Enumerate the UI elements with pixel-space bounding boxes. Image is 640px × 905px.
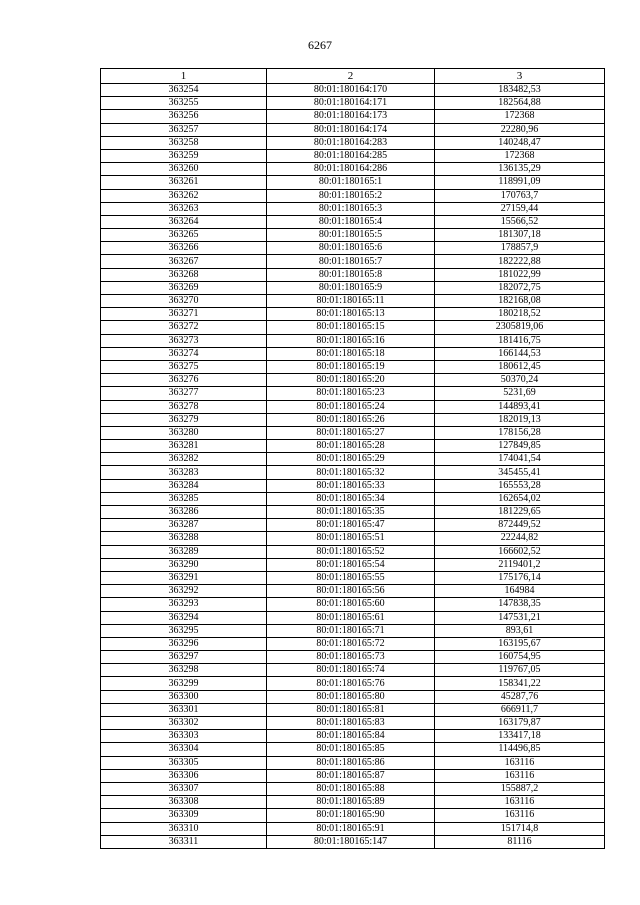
- cadastral-number-cell: 80:01:180165:27: [267, 426, 435, 439]
- table-row: [101, 400, 605, 413]
- row-number-cell: 363258: [101, 136, 267, 149]
- value-cell: 147531,21: [435, 611, 605, 624]
- table-row: [101, 466, 605, 479]
- row-number-cell: 363267: [101, 255, 267, 268]
- cadastral-number-cell: 80:01:180165:19: [267, 360, 435, 373]
- cadastral-number-cell: 80:01:180165:84: [267, 730, 435, 743]
- table-row: [101, 308, 605, 321]
- cadastral-number-cell: 80:01:180165:71: [267, 624, 435, 637]
- table-row: [101, 782, 605, 795]
- table-row: [101, 149, 605, 162]
- row-number-cell: 363297: [101, 651, 267, 664]
- cadastral-number-cell: 80:01:180165:7: [267, 255, 435, 268]
- cadastral-number-cell: 80:01:180165:24: [267, 400, 435, 413]
- value-cell: 118991,09: [435, 176, 605, 189]
- row-number-cell: 363291: [101, 571, 267, 584]
- row-number-cell: 363308: [101, 796, 267, 809]
- value-cell: 158341,22: [435, 677, 605, 690]
- cadastral-number-cell: 80:01:180165:81: [267, 703, 435, 716]
- value-cell: 45287,76: [435, 690, 605, 703]
- table-row: [101, 453, 605, 466]
- table-body: [101, 84, 605, 849]
- cadastral-number-cell: 80:01:180165:55: [267, 571, 435, 584]
- table-row: [101, 268, 605, 281]
- page-number: 6267: [308, 38, 332, 52]
- row-number-cell: 363255: [101, 97, 267, 110]
- row-number-cell: 363298: [101, 664, 267, 677]
- data-table: [100, 68, 605, 849]
- cadastral-number-cell: 80:01:180165:86: [267, 756, 435, 769]
- row-number-cell: 363259: [101, 149, 267, 162]
- cadastral-number-cell: 80:01:180165:73: [267, 651, 435, 664]
- row-number-cell: 363301: [101, 703, 267, 716]
- cadastral-number-cell: 80:01:180164:283: [267, 136, 435, 149]
- cadastral-number-cell: 80:01:180164:174: [267, 123, 435, 136]
- row-number-cell: 363254: [101, 84, 267, 97]
- value-cell: 163116: [435, 809, 605, 822]
- value-cell: 163195,67: [435, 637, 605, 650]
- row-number-cell: 363289: [101, 545, 267, 558]
- table-row: [101, 281, 605, 294]
- table-row: [101, 558, 605, 571]
- row-number-cell: 363293: [101, 598, 267, 611]
- cadastral-number-cell: 80:01:180164:173: [267, 110, 435, 123]
- value-cell: 181229,65: [435, 506, 605, 519]
- row-number-cell: 363290: [101, 558, 267, 571]
- row-number-cell: 363261: [101, 176, 267, 189]
- row-number-cell: 363286: [101, 506, 267, 519]
- row-number-cell: 363260: [101, 163, 267, 176]
- table-row: [101, 796, 605, 809]
- table-row: [101, 717, 605, 730]
- table-row: [101, 730, 605, 743]
- row-number-cell: 363274: [101, 347, 267, 360]
- row-number-cell: 363280: [101, 426, 267, 439]
- cadastral-number-cell: 80:01:180165:9: [267, 281, 435, 294]
- table-row: [101, 215, 605, 228]
- cadastral-number-cell: 80:01:180165:34: [267, 492, 435, 505]
- value-cell: 172368: [435, 149, 605, 162]
- table-row: [101, 690, 605, 703]
- table-row: [101, 97, 605, 110]
- cadastral-number-cell: 80:01:180165:51: [267, 532, 435, 545]
- table-row: [101, 202, 605, 215]
- table-row: [101, 84, 605, 97]
- cadastral-number-cell: 80:01:180165:80: [267, 690, 435, 703]
- cadastral-number-cell: 80:01:180165:18: [267, 347, 435, 360]
- cadastral-number-cell: 80:01:180164:285: [267, 149, 435, 162]
- value-cell: 2305819,06: [435, 321, 605, 334]
- table-row: [101, 176, 605, 189]
- value-cell: 178857,9: [435, 242, 605, 255]
- cadastral-number-cell: 80:01:180165:4: [267, 215, 435, 228]
- row-number-cell: 363281: [101, 440, 267, 453]
- header-row: [101, 69, 605, 84]
- value-cell: 151714,8: [435, 822, 605, 835]
- value-cell: 2119401,2: [435, 558, 605, 571]
- value-cell: 5231,69: [435, 387, 605, 400]
- row-number-cell: 363279: [101, 413, 267, 426]
- row-number-cell: 363264: [101, 215, 267, 228]
- table-row: [101, 242, 605, 255]
- table-row: [101, 769, 605, 782]
- value-cell: 182222,88: [435, 255, 605, 268]
- table-row: [101, 321, 605, 334]
- row-number-cell: 363268: [101, 268, 267, 281]
- row-number-cell: 363288: [101, 532, 267, 545]
- value-cell: 22244,82: [435, 532, 605, 545]
- table-row: [101, 506, 605, 519]
- row-number-cell: 363284: [101, 479, 267, 492]
- row-number-cell: 363299: [101, 677, 267, 690]
- cadastral-number-cell: 80:01:180165:29: [267, 453, 435, 466]
- row-number-cell: 363269: [101, 281, 267, 294]
- table-row: [101, 295, 605, 308]
- cadastral-number-cell: 80:01:180165:32: [267, 466, 435, 479]
- cadastral-number-cell: 80:01:180165:85: [267, 743, 435, 756]
- row-number-cell: 363271: [101, 308, 267, 321]
- cadastral-number-cell: 80:01:180165:23: [267, 387, 435, 400]
- value-cell: 22280,96: [435, 123, 605, 136]
- table-row: [101, 809, 605, 822]
- value-cell: 163116: [435, 769, 605, 782]
- row-number-cell: 363294: [101, 611, 267, 624]
- value-cell: 183482,53: [435, 84, 605, 97]
- cadastral-number-cell: 80:01:180165:90: [267, 809, 435, 822]
- table-row: [101, 532, 605, 545]
- value-cell: 165553,28: [435, 479, 605, 492]
- cadastral-number-cell: 80:01:180165:87: [267, 769, 435, 782]
- row-number-cell: 363276: [101, 374, 267, 387]
- cadastral-number-cell: 80:01:180165:35: [267, 506, 435, 519]
- column-header-1: 1: [101, 69, 267, 84]
- value-cell: 140248,47: [435, 136, 605, 149]
- row-number-cell: 363257: [101, 123, 267, 136]
- cadastral-number-cell: 80:01:180165:54: [267, 558, 435, 571]
- table-row: [101, 585, 605, 598]
- table-row: [101, 835, 605, 848]
- row-number-cell: 363303: [101, 730, 267, 743]
- value-cell: 181416,75: [435, 334, 605, 347]
- row-number-cell: 363275: [101, 360, 267, 373]
- value-cell: 160754,95: [435, 651, 605, 664]
- value-cell: 164984: [435, 585, 605, 598]
- row-number-cell: 363265: [101, 229, 267, 242]
- table-row: [101, 255, 605, 268]
- value-cell: 27159,44: [435, 202, 605, 215]
- table-row: [101, 123, 605, 136]
- cadastral-number-cell: 80:01:180165:5: [267, 229, 435, 242]
- cadastral-number-cell: 80:01:180165:72: [267, 637, 435, 650]
- table-row: [101, 479, 605, 492]
- table-row: [101, 677, 605, 690]
- value-cell: 182072,75: [435, 281, 605, 294]
- row-number-cell: 363310: [101, 822, 267, 835]
- table-row: [101, 110, 605, 123]
- cadastral-number-cell: 80:01:180165:2: [267, 189, 435, 202]
- table-row: [101, 334, 605, 347]
- row-number-cell: 363273: [101, 334, 267, 347]
- table-row: [101, 822, 605, 835]
- cadastral-number-cell: 80:01:180164:171: [267, 97, 435, 110]
- table-row: [101, 651, 605, 664]
- table-row: [101, 440, 605, 453]
- column-header-3: 3: [435, 69, 605, 84]
- cadastral-number-cell: 80:01:180165:83: [267, 717, 435, 730]
- value-cell: 182564,88: [435, 97, 605, 110]
- table-row: [101, 624, 605, 637]
- value-cell: 175176,14: [435, 571, 605, 584]
- value-cell: 144893,41: [435, 400, 605, 413]
- table-row: [101, 756, 605, 769]
- cadastral-number-cell: 80:01:180165:56: [267, 585, 435, 598]
- cadastral-number-cell: 80:01:180165:13: [267, 308, 435, 321]
- value-cell: 166602,52: [435, 545, 605, 558]
- table-row: [101, 519, 605, 532]
- row-number-cell: 363278: [101, 400, 267, 413]
- value-cell: 127849,85: [435, 440, 605, 453]
- value-cell: 182168,08: [435, 295, 605, 308]
- table-row: [101, 598, 605, 611]
- value-cell: 81116: [435, 835, 605, 848]
- cadastral-number-cell: 80:01:180165:47: [267, 519, 435, 532]
- row-number-cell: 363307: [101, 782, 267, 795]
- table-row: [101, 229, 605, 242]
- cadastral-number-cell: 80:01:180165:89: [267, 796, 435, 809]
- value-cell: 162654,02: [435, 492, 605, 505]
- value-cell: 119767,05: [435, 664, 605, 677]
- column-header-2: 2: [267, 69, 435, 84]
- table-row: [101, 163, 605, 176]
- table-row: [101, 571, 605, 584]
- row-number-cell: 363309: [101, 809, 267, 822]
- value-cell: 180612,45: [435, 360, 605, 373]
- cadastral-number-cell: 80:01:180165:15: [267, 321, 435, 334]
- cadastral-number-cell: 80:01:180164:170: [267, 84, 435, 97]
- cadastral-number-cell: 80:01:180165:8: [267, 268, 435, 281]
- cadastral-number-cell: 80:01:180165:3: [267, 202, 435, 215]
- row-number-cell: 363256: [101, 110, 267, 123]
- value-cell: 166144,53: [435, 347, 605, 360]
- row-number-cell: 363311: [101, 835, 267, 848]
- table-row: [101, 611, 605, 624]
- row-number-cell: 363283: [101, 466, 267, 479]
- row-number-cell: 363295: [101, 624, 267, 637]
- table-row: [101, 426, 605, 439]
- value-cell: 872449,52: [435, 519, 605, 532]
- table-row: [101, 189, 605, 202]
- value-cell: 180218,52: [435, 308, 605, 321]
- value-cell: 147838,35: [435, 598, 605, 611]
- cadastral-number-cell: 80:01:180165:60: [267, 598, 435, 611]
- value-cell: 666911,7: [435, 703, 605, 716]
- value-cell: 893,61: [435, 624, 605, 637]
- cadastral-number-cell: 80:01:180165:20: [267, 374, 435, 387]
- table-row: [101, 374, 605, 387]
- table-row: [101, 743, 605, 756]
- row-number-cell: 363266: [101, 242, 267, 255]
- cadastral-number-cell: 80:01:180165:74: [267, 664, 435, 677]
- table-row: [101, 703, 605, 716]
- value-cell: 181022,99: [435, 268, 605, 281]
- cadastral-number-cell: 80:01:180165:6: [267, 242, 435, 255]
- row-number-cell: 363270: [101, 295, 267, 308]
- value-cell: 178156,28: [435, 426, 605, 439]
- value-cell: 172368: [435, 110, 605, 123]
- table-row: [101, 136, 605, 149]
- value-cell: 50370,24: [435, 374, 605, 387]
- table-row: [101, 347, 605, 360]
- cadastral-number-cell: 80:01:180165:91: [267, 822, 435, 835]
- row-number-cell: 363272: [101, 321, 267, 334]
- row-number-cell: 363300: [101, 690, 267, 703]
- value-cell: 133417,18: [435, 730, 605, 743]
- value-cell: 182019,13: [435, 413, 605, 426]
- cadastral-number-cell: 80:01:180165:76: [267, 677, 435, 690]
- row-number-cell: 363282: [101, 453, 267, 466]
- value-cell: 174041,54: [435, 453, 605, 466]
- value-cell: 136135,29: [435, 163, 605, 176]
- table-row: [101, 413, 605, 426]
- cadastral-number-cell: 80:01:180165:33: [267, 479, 435, 492]
- cadastral-number-cell: 80:01:180165:52: [267, 545, 435, 558]
- table-row: [101, 637, 605, 650]
- value-cell: 163116: [435, 796, 605, 809]
- cadastral-number-cell: 80:01:180164:286: [267, 163, 435, 176]
- row-number-cell: 363287: [101, 519, 267, 532]
- cadastral-number-cell: 80:01:180165:88: [267, 782, 435, 795]
- table-row: [101, 664, 605, 677]
- value-cell: 15566,52: [435, 215, 605, 228]
- cadastral-number-cell: 80:01:180165:61: [267, 611, 435, 624]
- table-row: [101, 387, 605, 400]
- value-cell: 170763,7: [435, 189, 605, 202]
- value-cell: 155887,2: [435, 782, 605, 795]
- cadastral-number-cell: 80:01:180165:16: [267, 334, 435, 347]
- value-cell: 163116: [435, 756, 605, 769]
- value-cell: 345455,41: [435, 466, 605, 479]
- row-number-cell: 363302: [101, 717, 267, 730]
- value-cell: 163179,87: [435, 717, 605, 730]
- cadastral-number-cell: 80:01:180165:147: [267, 835, 435, 848]
- value-cell: 181307,18: [435, 229, 605, 242]
- cadastral-number-cell: 80:01:180165:1: [267, 176, 435, 189]
- row-number-cell: 363296: [101, 637, 267, 650]
- value-cell: 114496,85: [435, 743, 605, 756]
- row-number-cell: 363305: [101, 756, 267, 769]
- row-number-cell: 363263: [101, 202, 267, 215]
- table-row: [101, 360, 605, 373]
- cadastral-number-cell: 80:01:180165:26: [267, 413, 435, 426]
- cadastral-number-cell: 80:01:180165:11: [267, 295, 435, 308]
- row-number-cell: 363277: [101, 387, 267, 400]
- row-number-cell: 363306: [101, 769, 267, 782]
- row-number-cell: 363304: [101, 743, 267, 756]
- table-row: [101, 492, 605, 505]
- row-number-cell: 363262: [101, 189, 267, 202]
- row-number-cell: 363292: [101, 585, 267, 598]
- table-row: [101, 545, 605, 558]
- row-number-cell: 363285: [101, 492, 267, 505]
- cadastral-number-cell: 80:01:180165:28: [267, 440, 435, 453]
